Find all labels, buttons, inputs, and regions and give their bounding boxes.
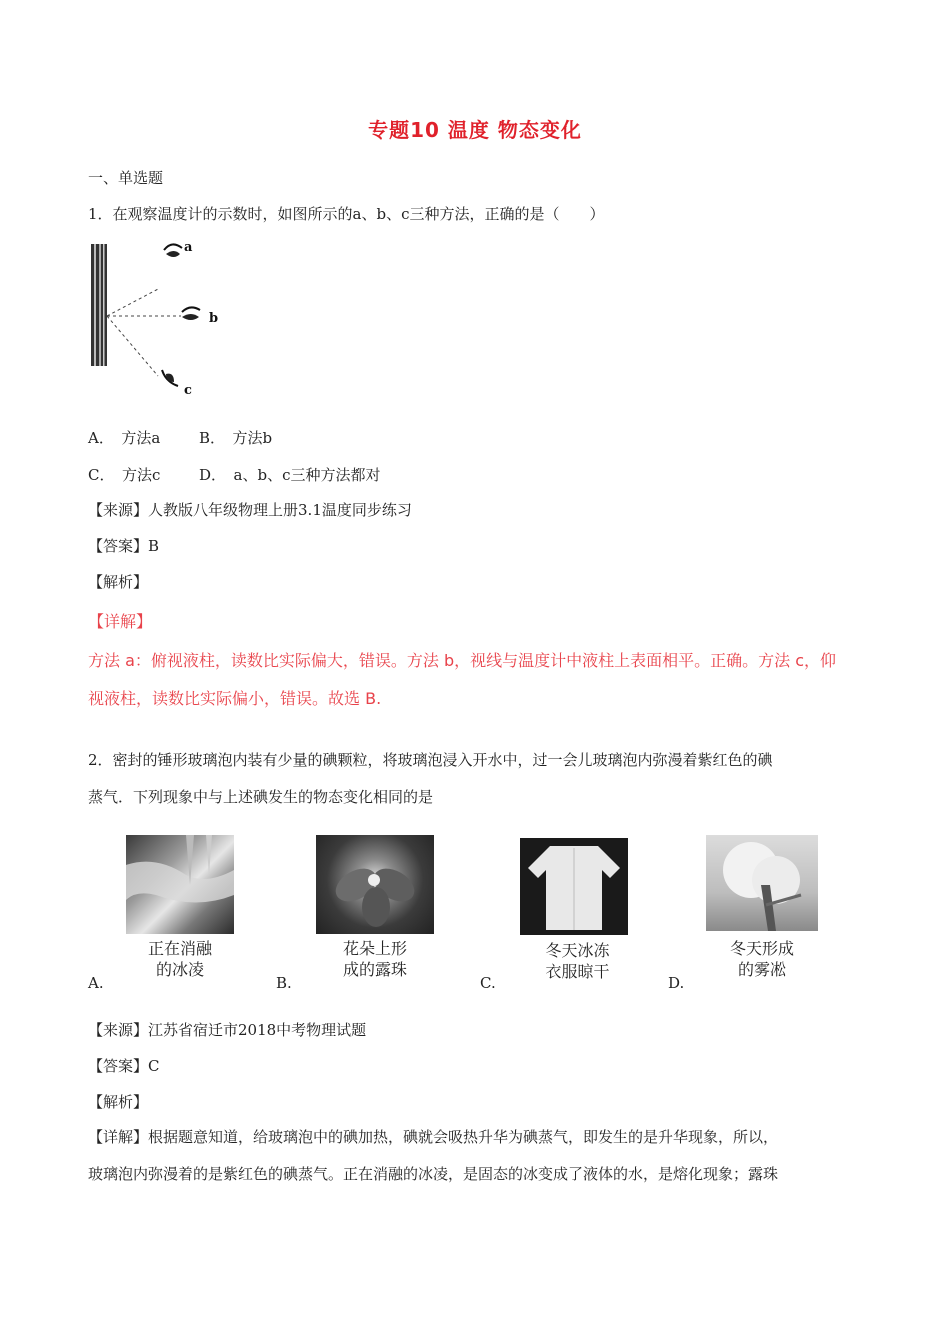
choice-c-caption-line-1: 冬天冰冻 bbox=[545, 941, 610, 960]
sightline-a bbox=[107, 288, 160, 316]
choice-d-caption-line-2: 的雾凇 bbox=[737, 960, 786, 979]
thermometer-viewing-figure bbox=[88, 236, 238, 401]
rime-tree-photo bbox=[706, 835, 818, 931]
q2-stem-line-1: 2．密封的锤形玻璃泡内装有少量的碘颗粒，将玻璃泡浸入开水中，过一会儿玻璃泡内弥漫着紫红色的碘 bbox=[88, 751, 773, 769]
choice-b-caption-line-2: 成的露珠 bbox=[342, 960, 407, 979]
q2-detail-line-2: 玻璃泡内弥漫着的是紫红色的碘蒸气。正在消融的冰凌，是固态的冰变成了液体的水，是熔化现象；露珠 bbox=[88, 1165, 779, 1183]
eye-icon-b bbox=[182, 307, 200, 320]
q2-analysis: 【解析】 bbox=[88, 1093, 149, 1111]
q1-analysis: 【解析】 bbox=[88, 573, 149, 591]
q1-detail-tag: 【详解】 bbox=[88, 612, 153, 631]
q2-stem-line-2: 蒸气．下列现象中与上述碘发生的物态变化相同的是 bbox=[88, 788, 434, 806]
figure-label-c: c bbox=[184, 383, 192, 398]
q1-answer: 【答案】B bbox=[88, 537, 160, 555]
choice-d-letter: D. bbox=[668, 974, 685, 992]
q2-detail-line-1: 【详解】根据题意知道，给玻璃泡中的碘加热，碘就会吸热升华为碘蒸气，即发生的是升华现象，所以， bbox=[88, 1128, 779, 1146]
q1-detail-line-1: 方法 a：俯视液柱，读数比实际偏大，错误。方法 b，视线与温度计中液柱上表面相平。正确。方法 c，仰 bbox=[88, 651, 837, 670]
eye-icon-a bbox=[164, 244, 182, 257]
figure-label-b: b bbox=[209, 311, 219, 326]
choice-d-caption-line-1: 冬天形成 bbox=[729, 939, 794, 958]
choice-c-caption-line-2: 衣服晾干 bbox=[545, 962, 610, 981]
dewdrop-flower-photo bbox=[316, 835, 434, 934]
section-heading: 一、单选题 bbox=[88, 169, 164, 187]
q1-option-a: A． 方法a bbox=[88, 429, 161, 447]
q1-option-d: D． a、b、c三种方法都对 bbox=[199, 466, 381, 484]
page-title: 专题10 温度 物态变化 bbox=[368, 118, 582, 142]
q1-detail-line-2: 视液柱，读数比实际偏小，错误。故选 B. bbox=[88, 689, 382, 708]
q1-option-c: C． 方法c bbox=[88, 466, 161, 484]
choice-c-letter: C. bbox=[480, 974, 496, 992]
choice-b-caption-line-1: 花朵上形 bbox=[342, 939, 407, 958]
figure-label-a: a bbox=[184, 240, 193, 255]
q1-option-b: B． 方法b bbox=[199, 429, 273, 447]
q1-detail bbox=[88, 642, 878, 718]
choice-a-caption-line-2: 的冰凌 bbox=[155, 960, 204, 979]
eye-icon-c bbox=[162, 370, 178, 386]
icicle-photo bbox=[126, 835, 234, 934]
sightline-c bbox=[107, 316, 158, 376]
q2-answer: 【答案】C bbox=[88, 1057, 160, 1075]
q2-detail bbox=[88, 1119, 878, 1193]
choice-a-caption bbox=[126, 938, 234, 980]
choice-b-caption bbox=[316, 938, 434, 980]
choice-b-letter: B. bbox=[276, 974, 292, 992]
thermometer-icon bbox=[91, 244, 107, 366]
choice-d-caption bbox=[706, 938, 818, 980]
choice-c-caption bbox=[520, 940, 635, 982]
question-1-stem: 1．在观察温度计的示数时，如图所示的a、b、c三种方法，正确的是（ ） bbox=[88, 205, 605, 223]
question-2-stem bbox=[88, 742, 878, 816]
frozen-clothes-photo bbox=[520, 838, 628, 935]
choice-a-letter: A. bbox=[88, 974, 104, 992]
q2-source: 【来源】江苏省宿迁市2018中考物理试题 bbox=[88, 1021, 367, 1039]
choice-a-caption-line-1: 正在消融 bbox=[147, 939, 212, 958]
q1-source: 【来源】人教版八年级物理上册3.1温度同步练习 bbox=[88, 501, 412, 519]
